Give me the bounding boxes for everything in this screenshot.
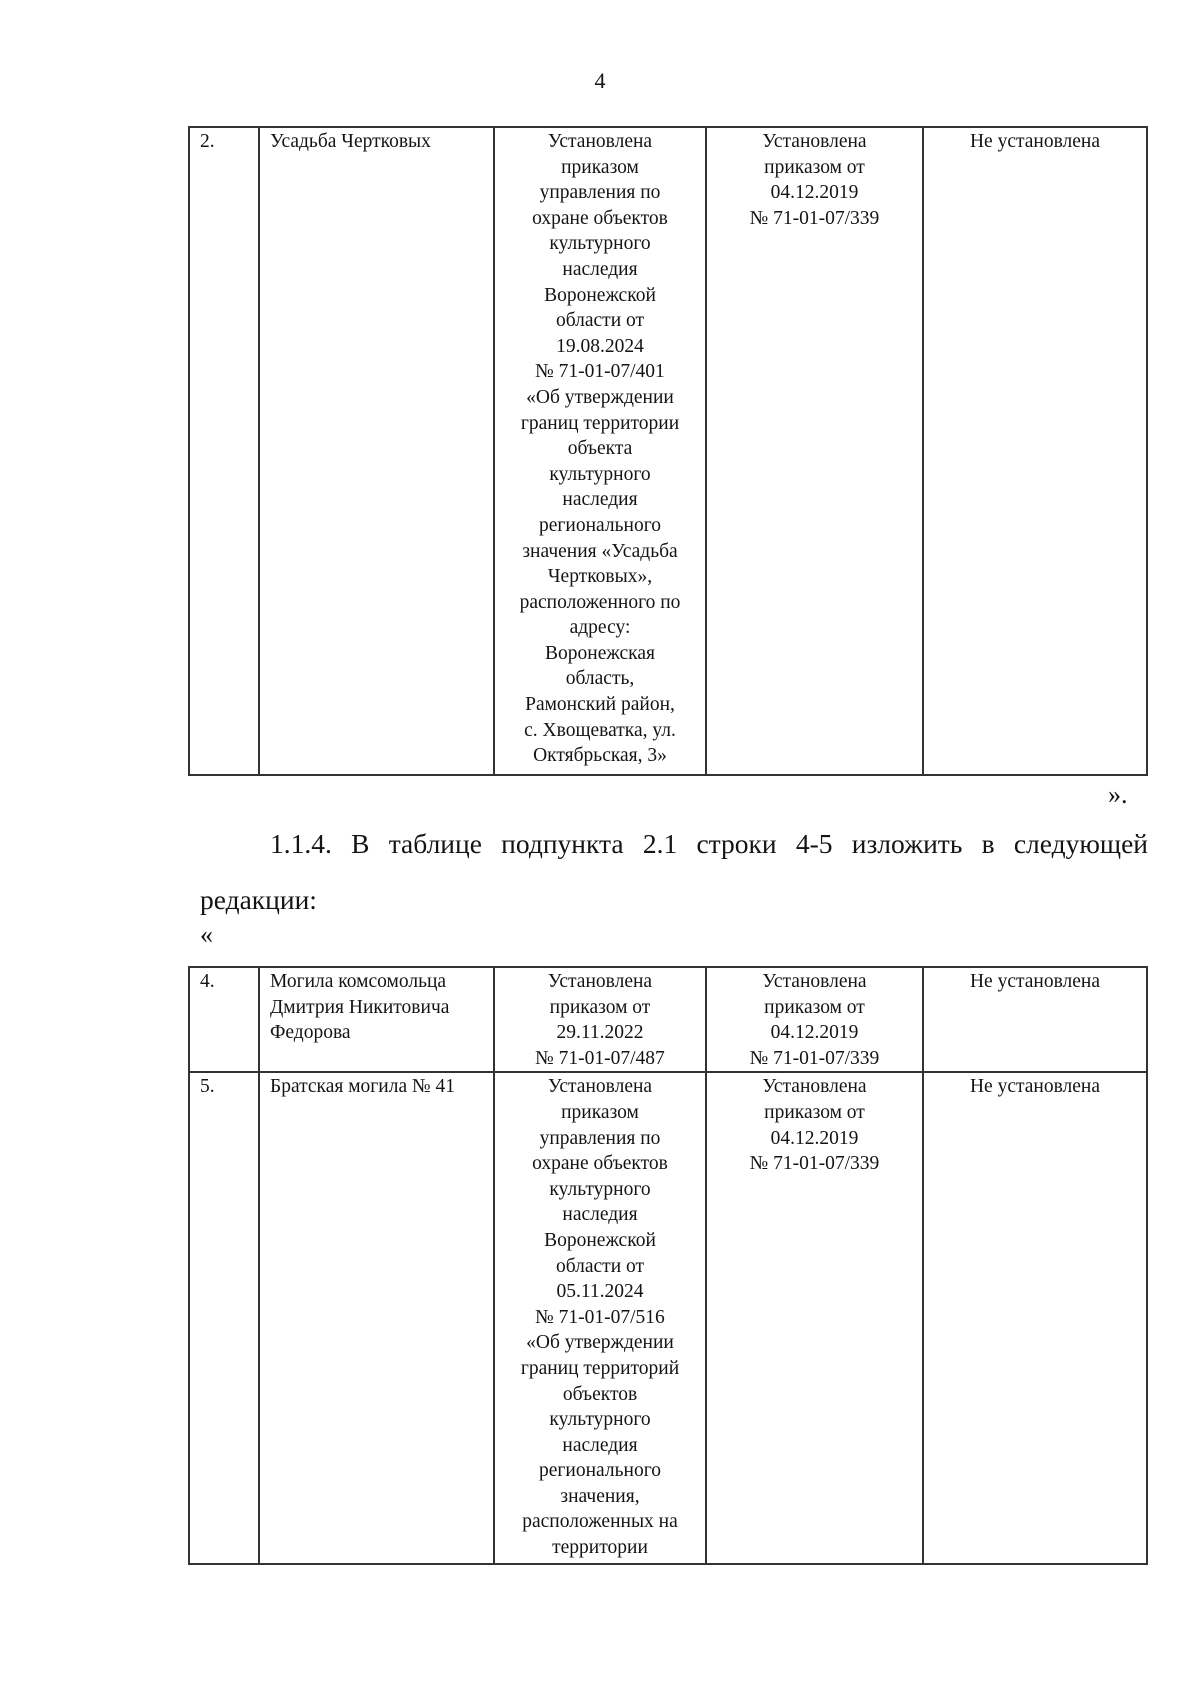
protection-zones-cell <box>706 967 923 1072</box>
object-name-line: Дмитрия Никитовича <box>270 996 450 1018</box>
object-name-cell <box>259 967 494 1072</box>
text-line: Не установлена <box>969 971 1101 992</box>
text-line: территории <box>552 1537 648 1559</box>
text-line: границ территории <box>520 412 680 434</box>
text-line: 04.12.2019 <box>770 1127 859 1149</box>
object-name-line: Могила комсомольца <box>270 971 447 992</box>
text-line: № 71-01-07/339 <box>749 1153 880 1175</box>
text-line: культурного <box>549 1178 651 1200</box>
text-line: культурного <box>549 1409 651 1431</box>
text-line: Установлена <box>547 1076 653 1098</box>
text-line: культурного <box>549 233 651 255</box>
text-line: 29.11.2022 <box>556 1022 644 1044</box>
text-line: расположенных на <box>522 1511 678 1533</box>
text-line: наследия <box>562 489 638 511</box>
text-line: № 71-01-07/401 <box>535 361 665 383</box>
text-line: Воронежская <box>545 642 655 664</box>
text-line: «Об утверждении <box>526 386 674 408</box>
text-line: Чертковых», <box>547 566 653 588</box>
page-number: 4 <box>594 68 606 93</box>
text-line: управления по <box>539 1127 661 1149</box>
territory-boundaries-cell <box>494 127 706 775</box>
text-line: области от <box>555 310 645 332</box>
text-line: Установлена <box>547 971 653 992</box>
text-line: наследия <box>562 1434 638 1456</box>
text-line: объектов <box>562 1383 638 1405</box>
text-line: области от <box>555 1255 645 1277</box>
territory-boundaries-cell <box>494 1072 706 1564</box>
protection-zones-cell <box>706 127 923 775</box>
protection-zones-cell <box>706 1072 923 1564</box>
text-line: Не установлена <box>969 1076 1101 1098</box>
requirements-cell <box>923 1072 1147 1564</box>
text-line: 04.12.2019 <box>770 182 859 204</box>
text-line: Установлена <box>762 971 867 992</box>
closing-quote: ». <box>1108 780 1128 809</box>
text-line: Воронежской <box>544 1229 656 1251</box>
paragraph-line: 1.1.4. В таблице подпункта 2.1 строки 4-5 изложить в следующей <box>270 828 1148 859</box>
heritage-table-2 <box>188 966 1148 1565</box>
text-line: приказом от <box>764 1101 865 1123</box>
paragraph-line: редакции: <box>200 884 317 915</box>
text-line: Не установлена <box>969 131 1101 152</box>
table-row <box>189 1072 1147 1564</box>
text-line: 04.12.2019 <box>770 1022 859 1044</box>
text-line: значения, <box>560 1485 640 1507</box>
text-line: охране объектов <box>532 207 668 229</box>
text-line: 05.11.2024 <box>556 1281 644 1303</box>
text-line: наследия <box>562 258 638 280</box>
text-line: приказом от <box>764 996 865 1018</box>
text-line: с. Хвощеватка, ул. <box>524 719 676 741</box>
text-line: приказом <box>561 1101 639 1123</box>
text-line: Установлена <box>762 1076 867 1098</box>
text-line: № 71-01-07/339 <box>749 1047 880 1069</box>
table-row <box>189 127 1147 775</box>
row-number-cell: 4. <box>189 967 259 1072</box>
row-number-cell: 2. <box>189 127 259 775</box>
text-line: охране объектов <box>532 1153 668 1175</box>
object-name-cell <box>259 1072 494 1564</box>
text-line: № 71-01-07/339 <box>749 207 880 229</box>
text-line: Установлена <box>762 131 867 152</box>
text-line: расположенного по <box>519 591 681 613</box>
text-line: 19.08.2024 <box>556 335 644 357</box>
text-line: культурного <box>549 463 651 485</box>
text-line: значения «Усадьба <box>522 540 678 562</box>
amendment-paragraph <box>200 816 1148 928</box>
object-name-line: Братская могила № 41 <box>270 1076 455 1098</box>
text-line: Октябрьская, 3» <box>533 745 667 767</box>
text-line: объекта <box>567 438 633 460</box>
table-row <box>189 967 1147 1072</box>
text-line: границ территорий <box>520 1357 680 1379</box>
opening-quote: « <box>200 920 213 949</box>
territory-boundaries-cell <box>494 967 706 1072</box>
text-line: № 71-01-07/516 <box>535 1306 665 1328</box>
text-line: Рамонский район, <box>525 694 675 716</box>
object-name-line: Усадьба Чертковых <box>270 131 431 152</box>
text-line: № 71-01-07/487 <box>535 1047 665 1069</box>
heritage-table-1 <box>188 126 1148 776</box>
text-line: Установлена <box>547 131 653 152</box>
text-line: управления по <box>539 182 661 204</box>
requirements-cell <box>923 967 1147 1072</box>
row-number-cell: 5. <box>189 1072 259 1564</box>
text-line: приказом <box>561 156 639 178</box>
object-name-line: Федорова <box>270 1022 351 1044</box>
text-line: регионального <box>539 514 661 536</box>
object-name-cell <box>259 127 494 775</box>
text-line: наследия <box>562 1204 638 1226</box>
text-line: приказом от <box>549 996 651 1018</box>
requirements-cell <box>923 127 1147 775</box>
text-line: Воронежской <box>544 284 656 306</box>
text-line: приказом от <box>764 156 865 178</box>
text-line: регионального <box>539 1460 661 1482</box>
text-line: «Об утверждении <box>526 1332 674 1354</box>
text-line: область, <box>565 668 635 690</box>
text-line: адресу: <box>569 617 631 639</box>
